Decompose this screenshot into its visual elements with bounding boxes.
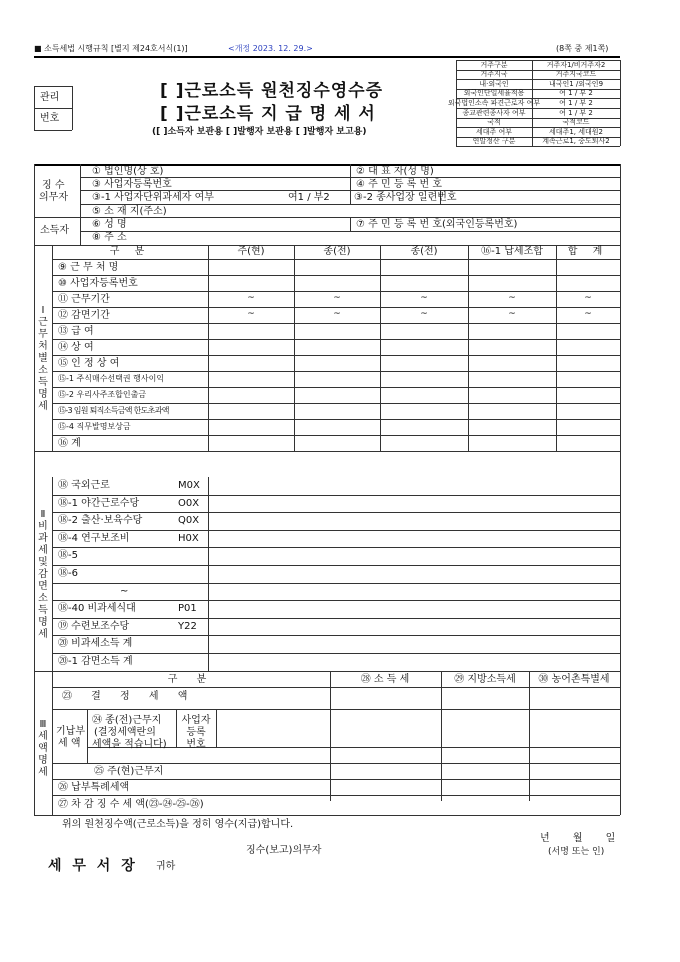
header-previous-workplace: 종(전)	[323, 246, 351, 257]
mgmt-label-2: 번호	[40, 113, 60, 124]
biz-no-label-2: 등록	[186, 727, 206, 738]
nontaxable-code: Y22	[178, 620, 197, 632]
info-key: 거주지국	[480, 70, 508, 79]
nontaxable-row-label: ⑲ 수련보조수당	[58, 620, 130, 632]
unit-tax-value: 여1 / 부2	[288, 192, 330, 203]
previous-workplace-note: (결정세액란의	[94, 727, 156, 738]
net-withholding-tax: ㉗ 차 감 징 수 세 액(㉓-㉔-㉕-㉖)	[58, 799, 204, 810]
period-tilde: ~	[584, 293, 592, 303]
info-value: 여 1 / 부 2	[559, 89, 593, 98]
income-row-label: ⑯ 계	[58, 438, 81, 449]
tax-header-income: ㉘ 소 득 세	[360, 674, 410, 685]
period-tilde: ~	[508, 309, 516, 319]
income-row-label: ⑮-4 직무발명보상금	[58, 422, 131, 431]
info-value: 세대주1, 세대원2	[549, 127, 603, 136]
signature-hint: (서명 또는 인)	[548, 847, 605, 857]
income-row-label: ⑮-1 주식매수선택권 행사이익	[58, 374, 165, 383]
period-tilde: ~	[333, 293, 341, 303]
current-workplace-tax: ㉕ 주(현)근무지	[94, 766, 164, 777]
period-tilde: ~	[247, 293, 255, 303]
nontaxable-row-label: ⑳ 비과세소득 계	[58, 638, 133, 650]
title-statement: [ ]근로소득 지 급 명 세 서	[160, 104, 376, 124]
section-2-side-label: Ⅱ비과세및감면소득명세	[38, 509, 48, 640]
address-field: ⑤ 소 재 지(주소)	[92, 206, 167, 217]
nontaxable-code: M0X	[178, 480, 200, 491]
nontaxable-row-label: ⑱-1 야간근로수당	[58, 497, 140, 509]
nontaxable-row-label: ⑱-40 비과세식대	[58, 603, 136, 615]
income-row-label: ⑮ 인 정 상 여	[58, 358, 120, 369]
info-key: 외국법인소속 파견근로자 여부	[447, 98, 541, 107]
income-row-label: ⑪ 근무기간	[58, 294, 110, 305]
period-tilde: ~	[247, 309, 255, 319]
info-key: 거주구분	[480, 60, 508, 69]
period-tilde: ~	[584, 309, 592, 319]
prepaid-tax-label-2: 세 액	[58, 738, 81, 749]
nontaxable-row-label: ⑱-5	[58, 550, 78, 562]
period-tilde: ~	[333, 309, 341, 319]
title-receipt: [ ]근로소득 원천징수영수증	[160, 81, 384, 101]
corp-name-field: ① 법인명(상 호)	[92, 166, 164, 177]
info-key: 종교관련종사자 여부	[462, 108, 526, 117]
earner-id-field: ⑦ 주 민 등 록 번 호(외국인등록번호)	[356, 219, 518, 230]
payer-section-label: 징 수	[42, 180, 65, 191]
info-value: 여 1 / 부 2	[559, 108, 593, 117]
income-row-label: ⑮-2 우리사주조합인출금	[58, 390, 147, 399]
previous-workplace-tax: ㉔ 종(전)근무지	[92, 715, 162, 726]
representative-field: ② 대 표 자(성 명)	[356, 166, 434, 177]
biz-reg-field: ③ 사업자등록번호	[92, 179, 172, 190]
tax-header-local: ㉙ 지방소득세	[454, 674, 516, 685]
earner-section-label: 소득자	[40, 225, 69, 236]
period-tilde: ~	[508, 293, 516, 303]
mgmt-label: 관리	[40, 92, 60, 103]
special-payment-tax: ㉖ 납부특례세액	[58, 782, 130, 793]
nontaxable-row-label: ~	[120, 585, 129, 597]
agent-label: 징수(보고)의무자	[246, 845, 322, 856]
tax-header-category: 구 분	[167, 674, 215, 685]
page-info: (8쪽 중 제1쪽)	[556, 44, 609, 53]
income-row-label: ⑨ 근 무 처 명	[58, 262, 119, 273]
income-row-label: ⑭ 상 여	[58, 342, 94, 353]
section-3-side-label: Ⅲ세액명세	[38, 719, 48, 778]
info-key: 연말정산 구분	[472, 137, 516, 146]
top-rule	[34, 56, 620, 58]
header-previous-workplace-2: 종(전)	[410, 246, 438, 257]
nontaxable-row-label: ⑱ 국외근로	[58, 480, 110, 491]
nontaxable-code: Q0X	[178, 515, 200, 527]
info-value: 내국인1 /외국인9	[548, 79, 604, 88]
info-value: 여 1 / 부 2	[559, 98, 593, 107]
addressee-suffix: 귀하	[156, 861, 176, 872]
payer-section-label-2: 의무자	[39, 192, 68, 203]
header-tax-union: ⑯-1 납세조합	[481, 246, 543, 257]
branch-serial-field: ③-2 종사업장 일련번호	[354, 192, 457, 203]
biz-no-label: 사업자	[181, 715, 211, 726]
income-row-label: ⑩ 사업자등록번호	[58, 278, 138, 289]
nontaxable-code: P01	[178, 603, 197, 615]
resident-no-field: ④ 주 민 등 록 번 호	[356, 179, 442, 190]
revision-date: <개정 2023. 12. 29.>	[228, 44, 313, 53]
tax-header-farm: ㉚ 농어촌특별세	[538, 674, 610, 685]
section-1-side-label: Ⅰ근무처별소득명세	[38, 305, 48, 412]
header-total: 합 계	[567, 246, 609, 257]
form-label: ■ 소득세법 시행규칙 [별지 제24호서식(1)]	[34, 44, 188, 53]
nontaxable-row-label: ⑳-1 감면소득 계	[58, 656, 133, 667]
nontaxable-row-label: ⑱-6	[58, 568, 78, 579]
nontaxable-code: H0X	[178, 532, 199, 544]
info-key: 외국인단일세율적용	[463, 89, 525, 98]
date-line: 년 월 일	[540, 833, 616, 844]
info-key: 내·외국인	[479, 79, 509, 88]
confirm-statement: 위의 원천징수액(근로소득)을 정히 영수(지급)합니다.	[62, 819, 294, 830]
info-value: 거주자1/비거주자2	[546, 60, 606, 69]
info-key: 세대주 여부	[475, 127, 513, 136]
earner-name-field: ⑥ 성 명	[92, 219, 127, 230]
income-row-label: ⑬ 급 여	[58, 326, 94, 337]
unit-tax-field: ③-1 사업자단위과세자 여부	[92, 192, 214, 203]
determined-tax-label: ㉓ 결 정 세 액	[62, 691, 196, 702]
income-row-label: ⑫ 감면기간	[58, 310, 110, 321]
info-key: 국적	[487, 118, 501, 127]
nontaxable-row-label: ⑱-4 연구보조비	[58, 532, 130, 544]
header-category: 구 분	[109, 246, 151, 257]
earner-address-field: ⑧ 주 소	[92, 232, 127, 243]
info-value: 계속근로1, 중도퇴사2	[542, 137, 610, 146]
info-value: 국적코드	[562, 118, 590, 127]
tax-office-label: 세 무 서 장	[48, 858, 138, 874]
biz-no-label-3: 번호	[186, 739, 206, 750]
previous-workplace-note-2: 세액을 적습니다)	[92, 739, 167, 750]
period-tilde: ~	[420, 293, 428, 303]
period-tilde: ~	[420, 309, 428, 319]
title-copies: ([ ]소득자 보관용 [ ]발행자 보관용 [ ]발행자 보고용)	[152, 127, 367, 137]
nontaxable-row-label: ⑱-2 출산·보육수당	[58, 515, 143, 527]
nontaxable-code: O0X	[178, 497, 200, 509]
header-current-workplace: 주(현)	[237, 246, 265, 257]
info-value: 거주지국코드	[555, 70, 597, 79]
prepaid-tax-label: 기납부	[56, 726, 85, 737]
income-row-label: ⑮-3 임원 퇴직소득금액 한도초과액	[58, 406, 169, 415]
